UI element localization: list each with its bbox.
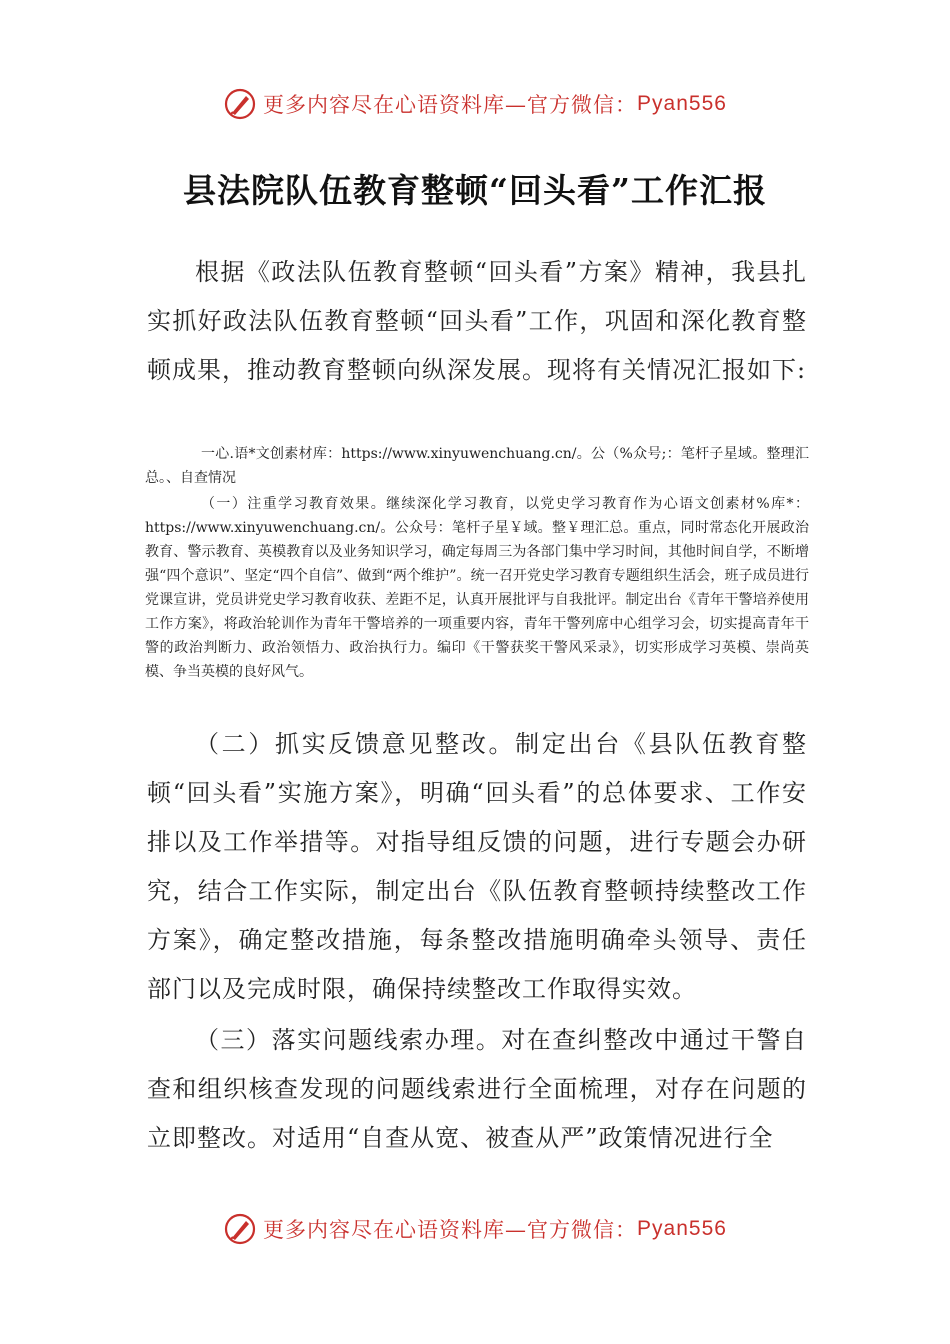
section2-paragraph: （二）抓实反馈意见整改。制定出台《县队伍教育整顿“回头看”实施方案》，明确“回头看”的总体要求、工作安排以及工作举措等。对指导组反馈的问题，进行专题会办研究，结合工作实际，制定出台《队伍教育整顿持续整改工作方案》，确定整改措施，每条整改措施明确牵头领导、责任部门以及完成时限，确保持续整改工作取得实效。 — [147, 730, 807, 1003]
watermark-text: 更多内容尽在心语资料库—官方微信： — [263, 1218, 638, 1242]
watermark-wechat-id: Pyan556 — [637, 1217, 727, 1240]
watermark-banner-bottom — [0, 1209, 950, 1249]
small-intro-text: 一心.语*文创素材库：https://www.xinyuwenchuang.cn/。公（%众号;：笔杆子星域。整理汇总。、自查情况 — [145, 446, 809, 486]
watermark-wechat-id: Pyan556 — [637, 92, 727, 115]
small-intro-block — [145, 442, 809, 490]
quill-logo-icon — [223, 87, 257, 121]
watermark-banner-top — [0, 84, 950, 124]
quill-logo-icon — [223, 1212, 257, 1246]
document-title: 县法院队伍教育整顿“回头看”工作汇报 — [183, 171, 767, 210]
watermark-text: 更多内容尽在心语资料库—官方微信： — [263, 93, 638, 117]
section1-text: （一）注重学习教育效果。继续深化学习教育，以党史学习教育作为心语文创素材%库*：https://www.xinyuwenchuang.cn/。公众号：笔杆子星￥域。整￥理汇总。重点，同时常态化开展政治教育、警示教育、英模教育以及业务知识学习，确定每周三为各部门集中学习时间，其他时间自学，不断增强“四个意识”、坚定“四个自信”、做到“两个维护”。统一召开党史学习教育专题组织生活会，班子成员进行党课宣讲，党员讲党史学习教育收获、差距不足，认真开展批评与自我批评。制定出台《青年干警培养使用工作方案》，将政治轮训作为青年干警培养的一项重要内容，青年干警列席中心组学习会，切实提高青年干警的政治判断力、政治领悟力、政治执行力。编印《干警获奖干警风采录》，切实形成学习英模、崇尚英模、争当英模的良好风气。 — [145, 496, 809, 680]
section3-paragraph: （三）落实问题线索办理。对在查纠整改中通过干警自查和组织核查发现的问题线索进行全面梳理，对存在问题的立即整改。对适用“自查从宽、被查从严”政策情况进行全 — [147, 1026, 807, 1152]
section1-block — [145, 492, 809, 684]
intro-paragraph: 根据《政法队伍教育整顿“回头看”方案》精神，我县扎实抓好政法队伍教育整顿“回头看”工作，巩固和深化教育整顿成果，推动教育整顿向纵深发展。现将有关情况汇报如下: — [147, 258, 807, 384]
